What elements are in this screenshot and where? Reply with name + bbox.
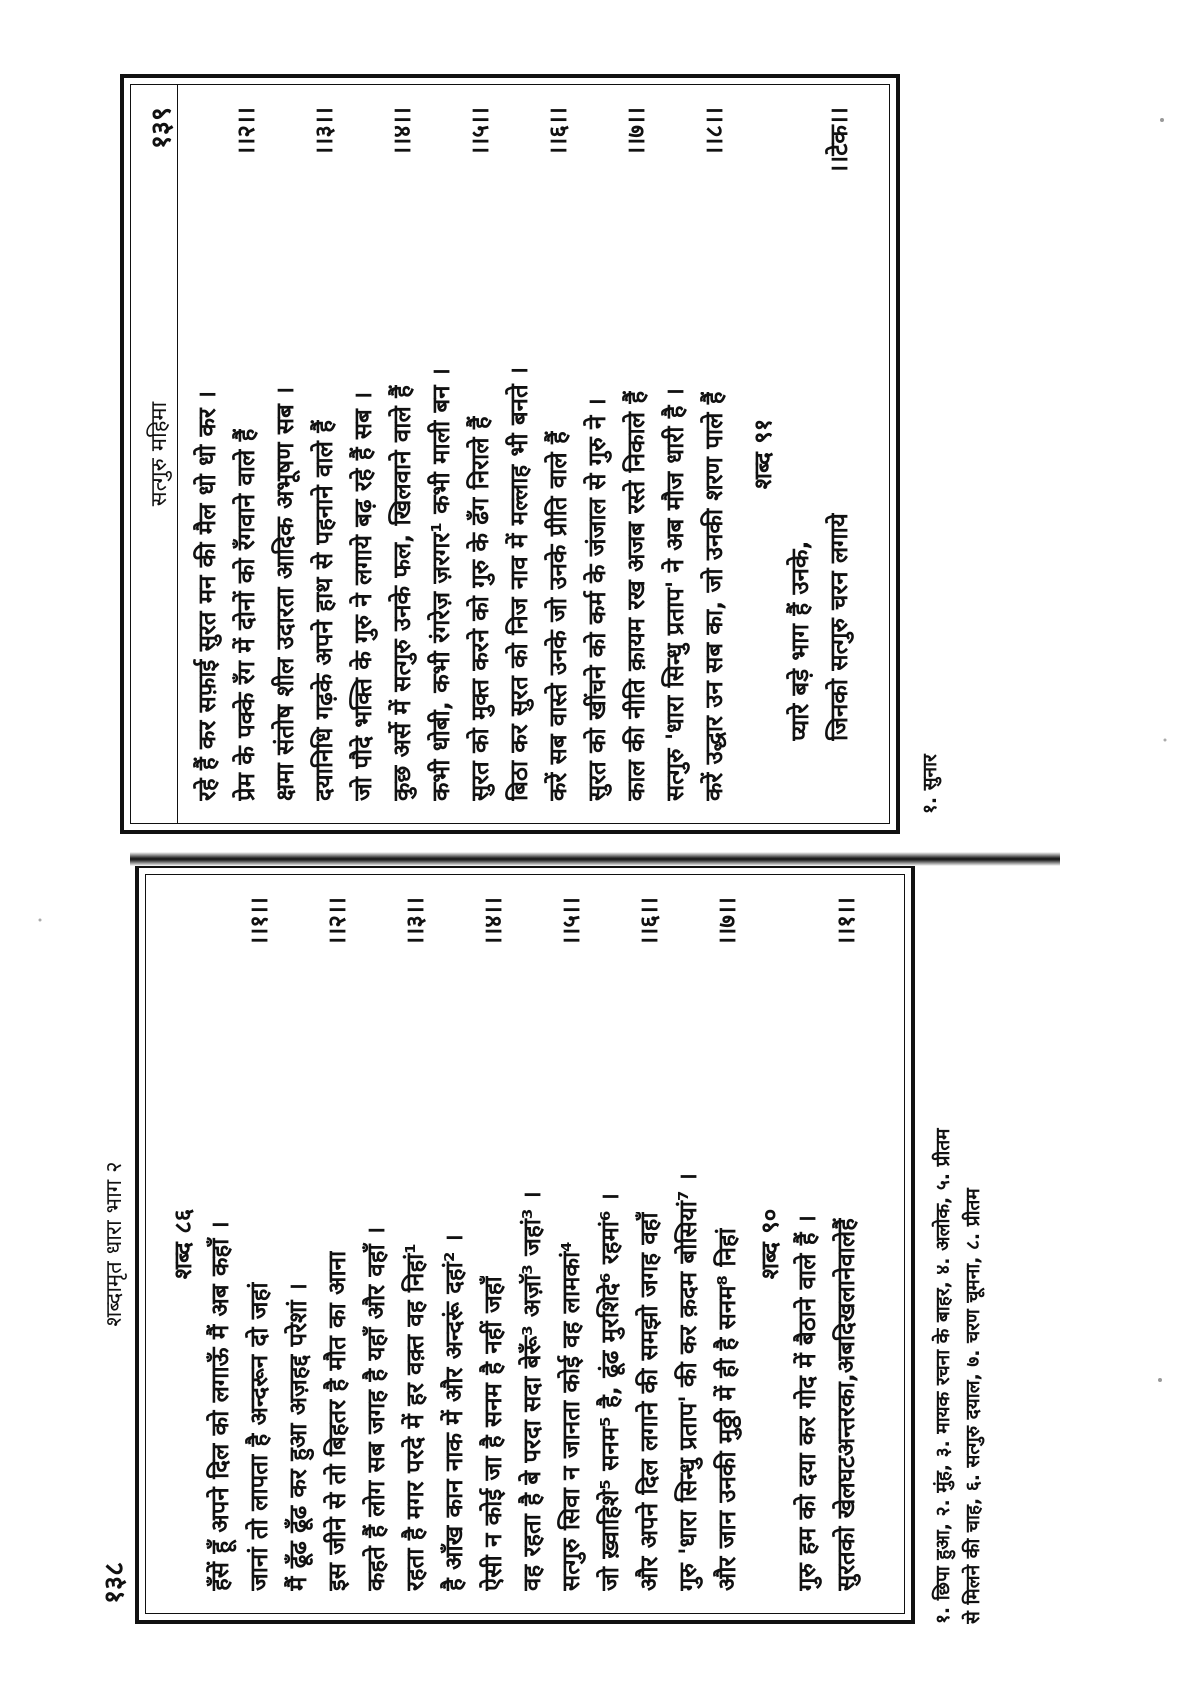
footnote-line: से मिलने की चाह, ६. सत्गुरु दयाल, ७. चरण चूमना, ८. प्रीतम (962, 1188, 984, 1624)
verse-line (383, 107, 422, 801)
verse-line (201, 897, 240, 1591)
verse-number: ।।६।। (635, 897, 663, 946)
verse-text: जो पौदे भक्ति के गुरु ने लगाये बढ़ रहे हैं सब । (349, 391, 377, 801)
verse-text: सुरतको खेलघटअन्तरका,अबदिखलानेवालेहैं (832, 1218, 860, 1591)
verse-text: प्यारे बड़े भाग हैं उनके, (786, 540, 814, 741)
verse-text: रहे हैं कर सफ़ाई सुरत मन की मैल धो धो कर । (193, 390, 221, 801)
verse-number: ।।४।। (388, 107, 416, 156)
verse-line (630, 897, 669, 1591)
verse-line (188, 107, 227, 801)
verse-line (435, 897, 474, 1591)
verse-line (266, 107, 305, 801)
verse-text: करें सब वास्ते उनके जो उनके प्रीति वाले हैं (544, 431, 572, 801)
verse-line (591, 897, 630, 1591)
verse-number: ।।५।। (557, 897, 585, 946)
verse-text: सुरत को खींचने को कर्म के जंजाल से गुरु ने । (583, 398, 611, 801)
verse-text: प्रेम के पक्के रँग में दोनों को रँगवाने वाले हैं (232, 428, 260, 801)
verse-text: गुरु हम को दया कर गोद में बैठाने वाले हैं । (793, 1215, 821, 1591)
page-header (137, 107, 177, 801)
verse-line (617, 107, 656, 801)
text-frame-inner (130, 84, 890, 824)
verse-text: जानां तो लापता है अन्दरून दो जहां (245, 1282, 273, 1591)
running-header: सत्गुरु महिमा (147, 401, 172, 507)
page-header (94, 864, 130, 1624)
verse-block (188, 107, 734, 801)
verse-line (669, 897, 708, 1591)
verse-text: सुरत को मुक्त करने को गुरु के ढँग निराले हैं (466, 416, 494, 801)
verse-line (708, 897, 747, 1591)
verse-number: ।।२।। (232, 107, 260, 156)
shabd-heading: शब्द ९१ (749, 418, 777, 490)
verse-text: सत्गुरु 'धारा सिन्धु प्रताप' ने अब मौज धारी है । (661, 388, 689, 801)
verse-number: ।।७।। (713, 897, 741, 946)
verse-line (305, 107, 344, 801)
verse-number: ।।१।। (245, 897, 273, 946)
book-spine (130, 852, 1060, 866)
verse-line (578, 107, 617, 801)
verse-block (201, 897, 747, 1591)
verse-text: इस जीने से तो बिहतर है मौत का आना (323, 1250, 351, 1591)
footnote-line: १. छिपा हुआ, २. मुंह, ३. मायक रचना के बाहर, ४. अलोक, ५. प्रीतम (932, 1128, 954, 1624)
verse-text: वह रहता है बे परदा सदा बेरूँ³ अज़ॉ³ जहां³ । (518, 1191, 546, 1591)
shabd-heading: शब्द ९० (756, 1208, 784, 1280)
verse-line (240, 897, 279, 1591)
verse-line (656, 107, 695, 801)
page-139 (80, 74, 1040, 834)
verse-block (788, 897, 866, 1591)
verse-text: बिठा कर सुरत को निज नाव में मल्लाह भी बनते । (505, 366, 533, 801)
footnotes (928, 864, 988, 1624)
verse-text: और अपने दिल लगाने की समझो जगह वहाँ (635, 1212, 663, 1591)
footnotes (915, 74, 945, 814)
verse-text: कभी धोबी, कभी रंगरेज़ ज़रगर¹ कभी माली बन । (427, 367, 455, 801)
page-number: १३९ (146, 107, 177, 150)
verse-line (318, 897, 357, 1591)
text-frame (120, 74, 900, 834)
verse-text: जो ख़्वाहिशे⁵ सनम⁵ है, ढूंढ मुरशिदे⁶ रहमां⁶ । (596, 1193, 624, 1591)
verse-text: मैं ढूँढ ढूँढ कर हुआ अज़हद्द परेशां । (284, 1283, 312, 1591)
verse-text: क्षमा संतोष शील उदारता आदिक अभूषण सब । (271, 386, 299, 801)
verse-number: ।।८।। (700, 107, 728, 156)
verse-line (396, 897, 435, 1591)
verse-line (500, 107, 539, 801)
verse-line (827, 897, 866, 1591)
running-header: शब्दामृत धारा भाग २ (102, 1161, 127, 1327)
verse-line (695, 107, 734, 801)
verse-number: ।।२।। (323, 897, 351, 946)
text-frame-inner (145, 874, 905, 1614)
verse-block (781, 107, 859, 801)
verse-number: ।।७।। (622, 107, 650, 156)
page-138 (80, 864, 1040, 1624)
verse-line (357, 897, 396, 1591)
verse-text: गुरु 'धारा सिन्धु प्रताप' की कर क़दम बोसियां⁷ । (674, 1173, 702, 1591)
verse-line (788, 897, 827, 1591)
verse-text: काल की नीति क़ायम रख अजब रस्ते निकाले हैं (622, 390, 650, 801)
header-divider (177, 85, 178, 823)
verse-text: ऐसी न कोई जा है सनम है नहीं जहाँ (479, 1276, 507, 1591)
page-number: १३८ (99, 1561, 130, 1604)
verse-text: कुछ अर्से में सत्गुरु उनके फल, खिलवाने वाले हैं (388, 385, 416, 801)
shabd-heading: शब्द ८६ (169, 1208, 197, 1280)
verse-line (820, 107, 859, 801)
footnote-line: १. सुनार (919, 754, 941, 814)
verse-text: जिनको सत्गुरु चरन लगाये (825, 513, 853, 741)
verse-line (539, 107, 578, 801)
verse-line (513, 897, 552, 1591)
verse-number: ।।४।। (479, 897, 507, 946)
verse-text: हँसें हूँ अपने दिल को लगाऊँ मैं अब कहाँ । (206, 1221, 234, 1591)
verse-text: करें उद्धार उन सब का, जो उनकी शरण पाले हैं (700, 391, 728, 801)
verse-line (461, 107, 500, 801)
verse-text: कहते हैं लोग सब जगह है यहाँ और वहाँ । (362, 1226, 390, 1591)
verse-number: ।।६।। (544, 107, 572, 156)
verse-line (279, 897, 318, 1591)
verse-number: ।।३।। (401, 897, 429, 946)
verse-line (552, 897, 591, 1591)
verse-line (227, 107, 266, 801)
verse-text: सत्गुरु सिवा न जानता कोई वह लामकां⁴ (557, 1241, 585, 1591)
verse-line (781, 107, 820, 801)
verse-line (422, 107, 461, 801)
verse-number: ।।५।। (466, 107, 494, 156)
verse-text: और जान उनकी मुठ्ठी में ही है सनम⁸ निहां (713, 1228, 741, 1591)
verse-line (474, 897, 513, 1591)
text-frame (135, 864, 915, 1624)
verse-text: दयानिधि गढ़के अपने हाथ से पहनाने वाले हैं (310, 420, 338, 801)
verse-text: है आँख कान नाक में और अन्दरूं दहां² । (440, 1234, 468, 1591)
verse-number: ।।टेक।। (825, 107, 853, 174)
verse-number: ।।३।। (310, 107, 338, 156)
verse-number: ।।१।। (832, 897, 860, 946)
verse-line (344, 107, 383, 801)
verse-text: रहता है मगर परदे में हर वक़्त वह निहां¹ (401, 1243, 429, 1591)
